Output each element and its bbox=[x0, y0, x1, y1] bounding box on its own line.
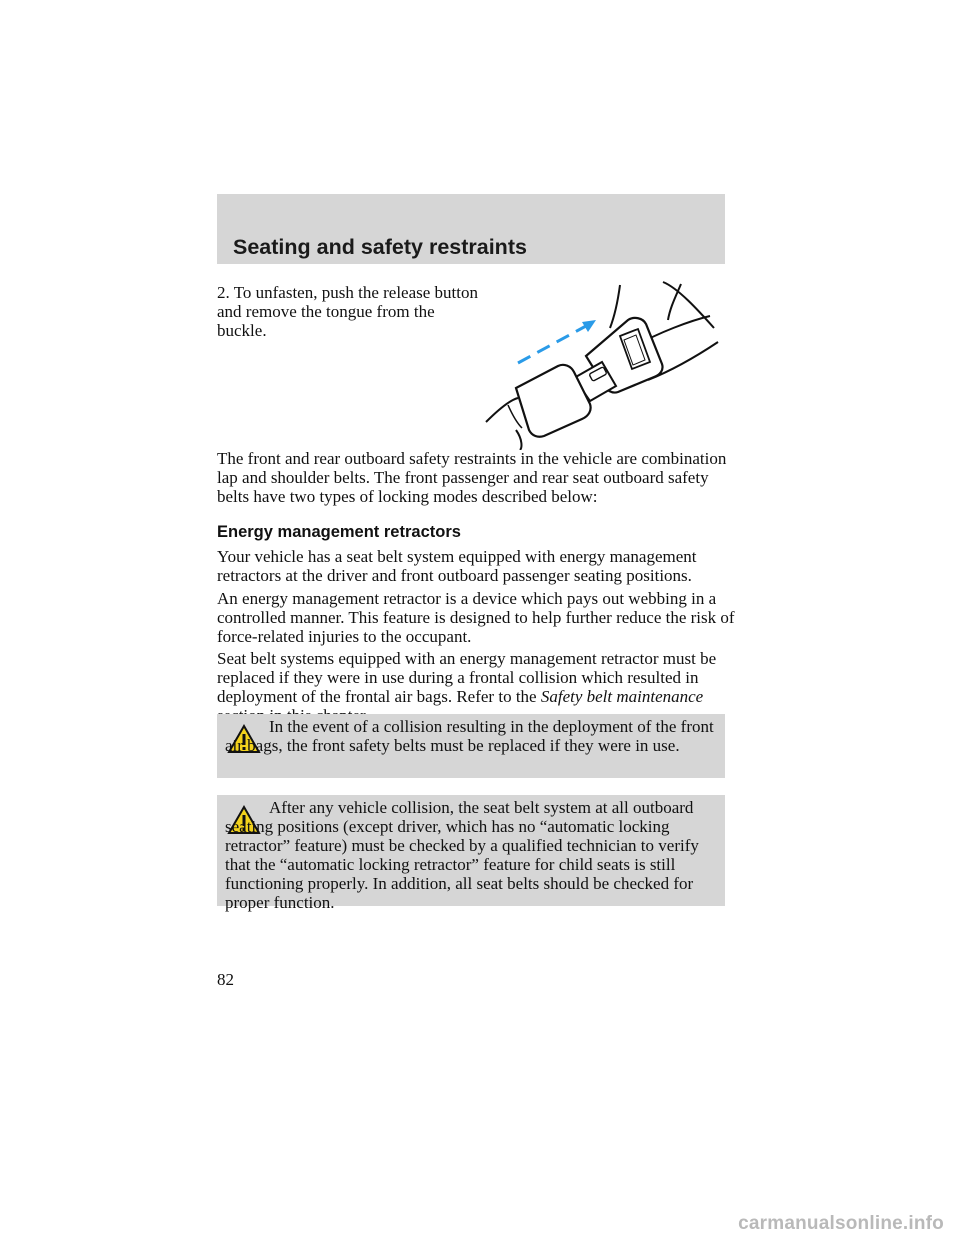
warning-box-1 bbox=[217, 714, 725, 778]
seat-belt-release-illustration bbox=[478, 280, 728, 450]
section-title: Seating and safety restraints bbox=[233, 235, 527, 259]
paragraph-1 bbox=[217, 547, 737, 585]
safety-belt-maintenance-reference: Safety belt maintenance bbox=[540, 687, 704, 706]
intro-text: The front and rear outboard safety restraints in the vehicle are combination lap and shoulder belts. The front passenger and rear seat outboard safety belts have two types of locking modes described below: bbox=[217, 449, 727, 506]
section-header-band bbox=[217, 194, 725, 264]
warning-2-text: After any vehicle collision, the seat belt system at all outboard seating positions (except driver, which has no “automatic locking retractor” feature) must be checked by a qualified technician to verify that the “automatic locking retractor” feature for child seats is still functioning properly. In addition, all seat belts should be checked for proper function. bbox=[225, 798, 699, 912]
paragraph-1-text: Your vehicle has a seat belt system equipped with energy management retractors at the driver and front outboard passenger seating positions. bbox=[217, 547, 697, 585]
watermark-link[interactable]: carmanualsonline.info bbox=[738, 1213, 944, 1234]
paragraph-3-start: Seat belt systems equipped with an energy management retractor must be replaced if they were in use during a frontal collision which resulted in deployment of the frontal air bags. Refer to the bbox=[217, 649, 717, 706]
warning-1-text: In the event of a collision resulting in the deployment of the front air bags, the front safety belts must be replaced if they were in use. bbox=[225, 717, 714, 755]
paragraph-2 bbox=[217, 589, 737, 646]
step-2-text: 2. To unfasten, push the release button and remove the tongue from the buckle. bbox=[217, 283, 478, 340]
intro-paragraph bbox=[217, 449, 737, 506]
section-heading: Energy management retractors bbox=[217, 523, 461, 541]
paragraph-2-text: An energy management retractor is a device which pays out webbing in a controlled manner. This feature is designed to help further reduce the risk of force-related injuries to the occupant. bbox=[217, 589, 735, 646]
warning-box-2 bbox=[217, 795, 725, 912]
page-number: 82 bbox=[217, 970, 234, 989]
